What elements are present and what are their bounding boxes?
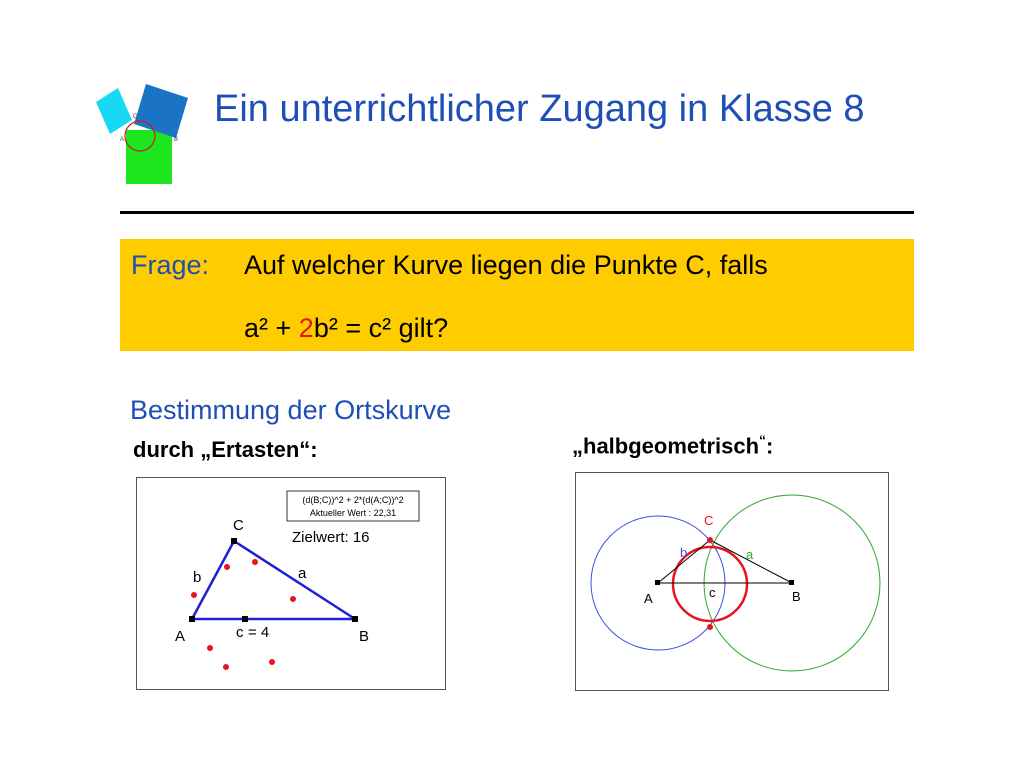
measure-current-value: Aktueller Wert : 22,31: [309, 508, 397, 518]
question-line-2-start: a² +: [244, 313, 299, 343]
vertex-a-handle[interactable]: [189, 616, 195, 622]
right-subtitle: [572, 432, 773, 459]
question-line-2: [244, 313, 448, 344]
sample-point: [269, 659, 275, 665]
logo-label-a: A: [120, 137, 125, 143]
label-b: B: [359, 628, 370, 645]
left-subtitle: durch „Ertasten“:: [133, 437, 318, 462]
left-figure: [136, 477, 446, 690]
label-c: C: [233, 517, 244, 534]
measure-formula: (d(B;C))^2 + 2*(d(A;C))^2: [302, 495, 404, 505]
vertex-c-handle[interactable]: [231, 538, 237, 544]
logo-blue-square: [134, 84, 188, 138]
target-value: Zielwert: 16: [292, 529, 370, 546]
right-figure-canvas: [576, 473, 888, 690]
question-label: Frage:: [131, 250, 210, 280]
question-line-1: Auf welcher Kurve liegen die Punkte C, falls: [244, 250, 768, 280]
logo-cyan-square: [96, 88, 132, 134]
sample-point: [223, 664, 229, 670]
side-c-midpoint: [242, 616, 248, 622]
label-side-b: b: [193, 569, 202, 586]
sample-point: [191, 592, 197, 598]
logo-label-b: B: [174, 137, 179, 143]
label-side-a: a: [746, 547, 754, 562]
point-b-handle[interactable]: [789, 580, 794, 585]
point-a-handle[interactable]: [655, 580, 660, 585]
triangle-side-a: [234, 541, 355, 619]
right-subtitle-text: „halbgeometrisch: [572, 433, 760, 459]
label-side-b: b: [680, 545, 688, 560]
point-c[interactable]: [707, 537, 713, 543]
sample-point: [252, 559, 258, 565]
right-subtitle-quote: “: [759, 432, 767, 448]
slide-title: Ein unterrichtlicher Zugang in Klasse 8: [214, 88, 865, 130]
point-c-mirror: [707, 624, 713, 630]
label-c: C: [704, 513, 714, 528]
left-figure-canvas: [137, 478, 445, 689]
right-subtitle-colon: :: [766, 433, 774, 459]
logo-label-c: C: [133, 114, 138, 120]
sample-point: [224, 564, 230, 570]
question-box: [120, 239, 914, 351]
label-a: A: [644, 591, 653, 606]
label-side-a: a: [298, 565, 307, 582]
label-side-c: c: [709, 585, 716, 600]
label-side-c: c: [236, 624, 244, 641]
vertex-b-handle[interactable]: [352, 616, 358, 622]
label-b: B: [792, 589, 801, 604]
right-figure: [575, 472, 889, 691]
logo-green-square: [126, 130, 172, 184]
section-heading: Bestimmung der Ortskurve: [130, 395, 452, 425]
pythagoras-logo-icon: [88, 78, 210, 188]
sample-point: [290, 596, 296, 602]
side-c-value: = 4: [248, 624, 270, 641]
title-divider: [120, 211, 914, 214]
question-factor-highlight: 2: [298, 313, 314, 343]
question-line-2-end: b² = c² gilt?: [313, 313, 449, 343]
label-a: A: [175, 628, 186, 645]
sample-point: [207, 645, 213, 651]
